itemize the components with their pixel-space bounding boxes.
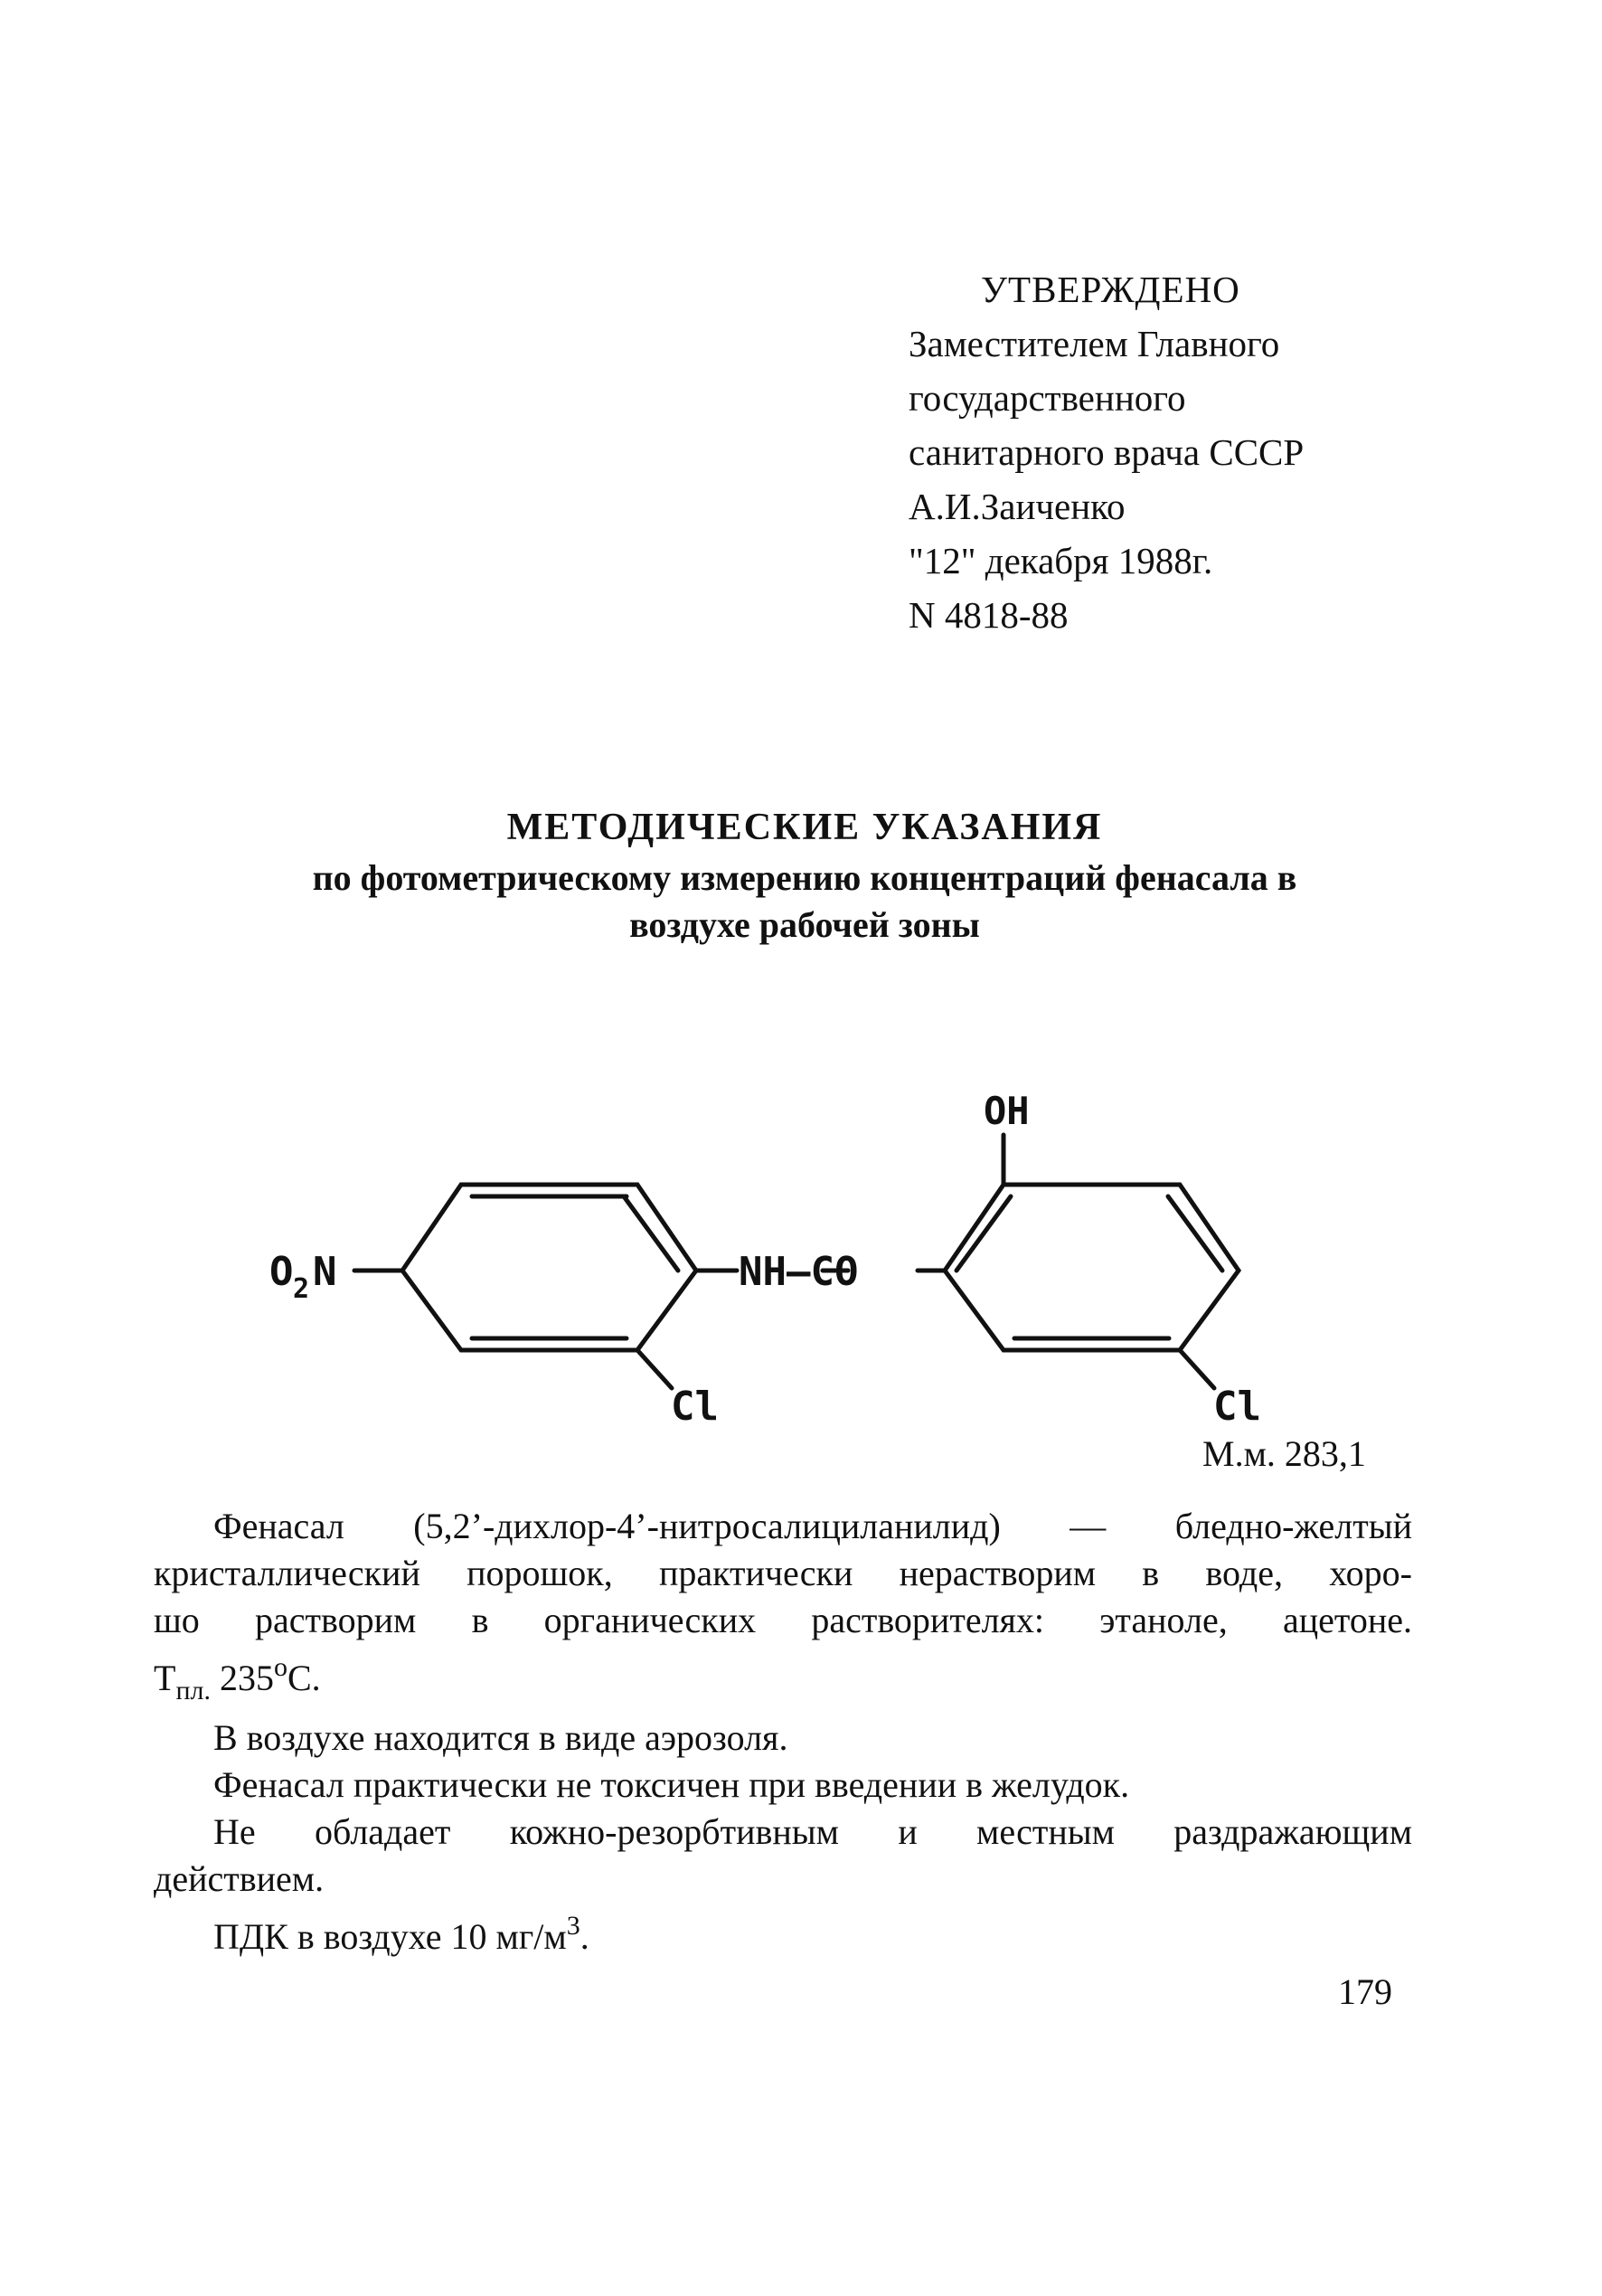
melting-point-subscript: пл. — [175, 1676, 211, 1705]
melting-point-value: 235 — [219, 1658, 274, 1698]
formula-o2n-o: O — [269, 1249, 294, 1295]
document-title — [217, 800, 1392, 949]
formula-o2n-sub: 2 — [293, 1273, 310, 1305]
approval-line: N 4818-88 — [909, 594, 1069, 636]
formula-cl-right: Cl — [1213, 1384, 1261, 1430]
title-subtitle-line-1: по фотометрическому измерению концентраций фенасала в — [312, 857, 1297, 898]
body-text — [154, 1503, 1412, 1961]
formula-linker: NH—CO — [739, 1249, 859, 1295]
title-main: МЕТОДИЧЕСКИЕ УКАЗАНИЯ — [506, 807, 1103, 848]
paragraph-skin-effect-cont: действием. — [154, 1858, 325, 1899]
melting-point-t: Т — [154, 1658, 176, 1698]
title-subtitle-line-2: воздухе рабочей зоны — [629, 904, 980, 945]
text-line: шо растворим в органических растворителях: этаноле, ацетоне. — [154, 1600, 1412, 1640]
formula-o2n-n: N — [313, 1249, 337, 1295]
mac-superscript: 3 — [566, 1911, 580, 1941]
paragraph-description — [154, 1503, 1412, 1550]
text-line: Не обладает кожно-резорбтивным и местным раздражающим — [213, 1811, 1412, 1852]
approval-line: А.И.Заиченко — [909, 486, 1126, 527]
approval-block — [909, 262, 1451, 642]
left-benzene-ring — [402, 1185, 696, 1350]
text-line: Фенасал (5,2’-дихлор-4’-нитросалициланилид) — бледно-желтый — [213, 1506, 1412, 1546]
structural-formula-drawing — [253, 1072, 1374, 1451]
formula-cl-left: Cl — [671, 1384, 719, 1430]
melting-point — [154, 1652, 321, 1705]
paragraph-skin-effect — [154, 1809, 1412, 1856]
approval-line: "12" декабря 1988г. — [909, 540, 1213, 581]
molecular-weight: М.м. 283,1 — [1202, 1433, 1366, 1474]
formula-oh-label: OH — [984, 1089, 1030, 1133]
paragraph-mac — [154, 1903, 1412, 1961]
approval-line: государственного — [909, 377, 1186, 419]
paragraph-toxicity: Фенасал практически не токсичен при введении в желудок. — [213, 1764, 1130, 1805]
approval-line: Заместителем Главного — [909, 323, 1280, 364]
approval-heading: УТВЕРЖДЕНО — [981, 269, 1240, 310]
text-line: кристаллический порошок, практически нерастворим в воде, хоро- — [154, 1553, 1412, 1593]
paragraph-aerosol: В воздухе находится в виде аэрозоля. — [213, 1717, 788, 1758]
paragraph-description-cont — [154, 1550, 1412, 1715]
page-number: 179 — [1338, 1971, 1392, 2012]
right-benzene-ring — [945, 1185, 1239, 1350]
approval-line: санитарного врача СССР — [909, 431, 1305, 473]
melting-point-unit: С. — [287, 1658, 321, 1698]
mac-end: . — [580, 1916, 589, 1957]
structural-formula — [253, 1072, 1374, 1451]
degree-sign: о — [273, 1652, 287, 1682]
mac-text: ПДК в воздухе 10 мг/м — [213, 1916, 567, 1957]
